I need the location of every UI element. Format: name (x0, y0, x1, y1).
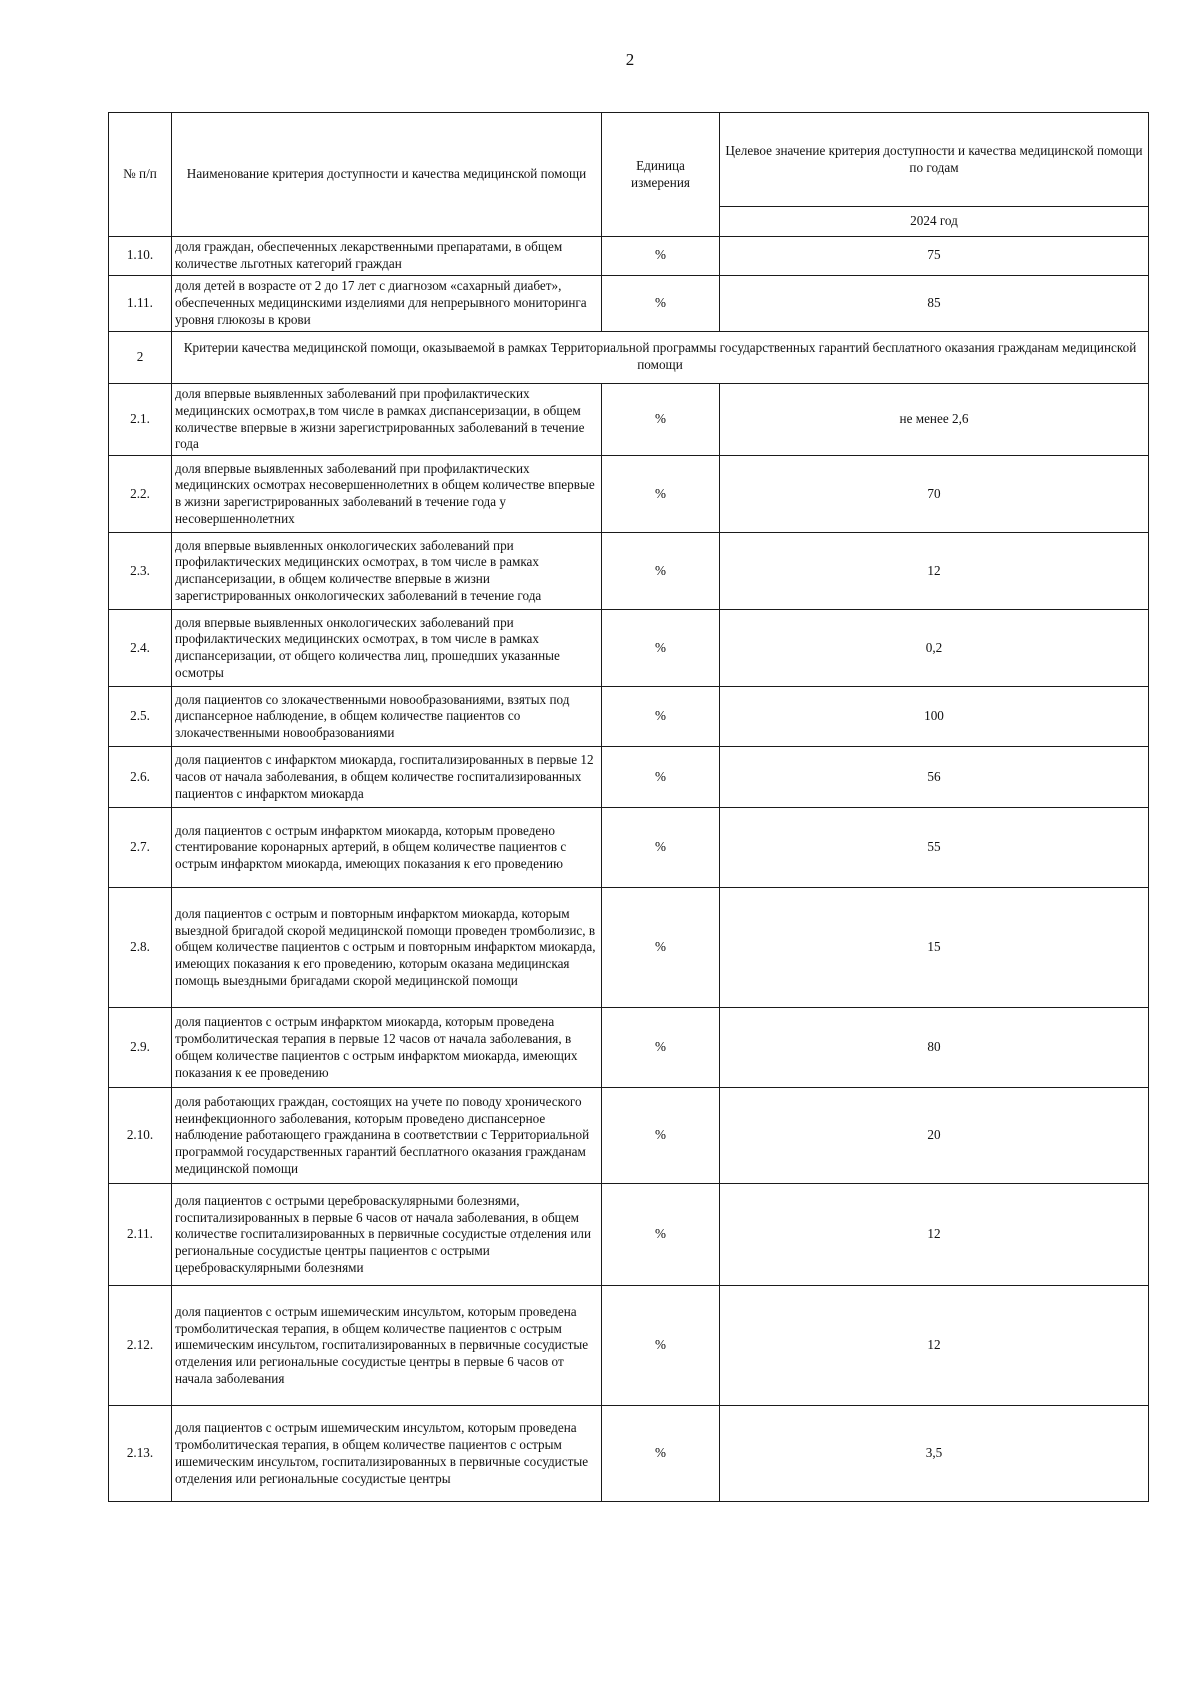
header-name: Наименование критерия доступности и качества медицинской помощи (172, 113, 602, 237)
row-value: 3,5 (720, 1406, 1149, 1502)
table-row (109, 888, 1149, 1008)
row-name: доля детей в возрасте от 2 до 17 лет с диагнозом «сахарный диабет», обеспеченных медицинскими изделиями для непрерывного мониторинга уровня глюкозы в крови (172, 275, 602, 331)
table-row (109, 456, 1149, 533)
table-row (109, 237, 1149, 276)
row-num: 2.5. (109, 687, 172, 747)
table-row (109, 275, 1149, 331)
row-unit: % (602, 1184, 720, 1286)
row-unit: % (602, 1286, 720, 1406)
header-num: № п/п (109, 113, 172, 237)
section-row (109, 331, 1149, 383)
table-row (109, 808, 1149, 888)
table-row (109, 383, 1149, 456)
row-unit: % (602, 456, 720, 533)
row-name: доля впервые выявленных онкологических заболеваний при профилактических медицинских осмотрах, в том числе в рамках диспансеризации, от общего количества лиц, прошедших указанные осмотры (172, 610, 602, 687)
row-value: 85 (720, 275, 1149, 331)
section-title: Критерии качества медицинской помощи, оказываемой в рамках Территориальной программы государственных гарантий бесплатного оказания гражданам медицинской помощи (172, 331, 1149, 383)
header-unit: Единица измерения (602, 113, 720, 237)
row-num: 2.4. (109, 610, 172, 687)
row-value: 100 (720, 687, 1149, 747)
row-unit: % (602, 237, 720, 276)
row-unit: % (602, 275, 720, 331)
row-num: 2.6. (109, 747, 172, 808)
row-unit: % (602, 1406, 720, 1502)
table-row (109, 687, 1149, 747)
row-name: доля пациентов с острым инфарктом миокарда, которым проведено стентирование коронарных артерий, в общем количестве пациентов с острым инфарктом миокарда, имеющих показания к его проведению (172, 808, 602, 888)
row-num: 2.2. (109, 456, 172, 533)
row-unit: % (602, 1088, 720, 1184)
row-value: 12 (720, 533, 1149, 610)
table-row (109, 610, 1149, 687)
row-name: доля пациентов с острыми цереброваскулярными болезнями, госпитализированных в первые 6 часов от начала заболевания, в общем количестве госпитализированных в первичные сосудистые отделения или региональные сосудистые центры пациентов с острыми цереброваскулярными болезнями (172, 1184, 602, 1286)
row-value: 55 (720, 808, 1149, 888)
row-name: доля впервые выявленных онкологических заболеваний при профилактических медицинских осмотрах, в том числе в рамках диспансеризации, в общем количестве впервые в жизни зарегистрированных онкологических заболеваний в течение года (172, 533, 602, 610)
section-num: 2 (109, 331, 172, 383)
table-row (109, 1088, 1149, 1184)
row-value: 15 (720, 888, 1149, 1008)
row-value: 70 (720, 456, 1149, 533)
row-value: 12 (720, 1184, 1149, 1286)
table-row (109, 533, 1149, 610)
row-num: 2.13. (109, 1406, 172, 1502)
row-value: 0,2 (720, 610, 1149, 687)
row-value: не менее 2,6 (720, 383, 1149, 456)
row-name: доля пациентов с острым ишемическим инсультом, которым проведена тромболитическая терапия, в общем количестве пациентов с острым ишемическим инсультом, госпитализированных в первичные сосудистые отделения или региональные сосудистые центры (172, 1406, 602, 1502)
table-row (109, 1008, 1149, 1088)
row-unit: % (602, 888, 720, 1008)
row-name: доля впервые выявленных заболеваний при профилактических медицинских осмотрах несовершеннолетних в общем количестве впервые в жизни зарегистрированных заболеваний в течение года у несовершеннолетних (172, 456, 602, 533)
table-row (109, 1286, 1149, 1406)
row-unit: % (602, 533, 720, 610)
row-num: 2.10. (109, 1088, 172, 1184)
row-unit: % (602, 1008, 720, 1088)
row-value: 56 (720, 747, 1149, 808)
row-name: доля пациентов с инфарктом миокарда, госпитализированных в первые 12 часов от начала заболевания, в общем количестве госпитализированных пациентов с инфарктом миокарда (172, 747, 602, 808)
table-row (109, 1406, 1149, 1502)
row-unit: % (602, 747, 720, 808)
row-name: доля пациентов с острым и повторным инфарктом миокарда, которым выездной бригадой скорой медицинской помощи проведен тромболизис, в общем количестве пациентов с острым и повторным инфарктом миокарда, имеющих показания к его проведению, которым оказана медицинская помощь выездными бригадами скорой медицинской помощи (172, 888, 602, 1008)
header-row (109, 113, 1149, 207)
row-value: 75 (720, 237, 1149, 276)
header-target: Целевое значение критерия доступности и качества медицинской помощи по годам (720, 113, 1149, 207)
row-name: доля пациентов с острым ишемическим инсультом, которым проведена тромболитическая терапия, в общем количестве пациентов с острым ишемическим инсультом, госпитализированных в первичные сосудистые отделения или региональные сосудистые центры в первые 6 часов от начала заболевания (172, 1286, 602, 1406)
page-number: 2 (625, 50, 635, 69)
table-row (109, 1184, 1149, 1286)
row-unit: % (602, 383, 720, 456)
row-num: 1.11. (109, 275, 172, 331)
row-unit: % (602, 610, 720, 687)
row-value: 20 (720, 1088, 1149, 1184)
row-num: 2.9. (109, 1008, 172, 1088)
row-num: 2.8. (109, 888, 172, 1008)
row-name: доля граждан, обеспеченных лекарственными препаратами, в общем количестве льготных категорий граждан (172, 237, 602, 276)
criteria-table (108, 112, 1149, 1502)
row-value: 80 (720, 1008, 1149, 1088)
row-unit: % (602, 808, 720, 888)
row-name: доля пациентов с острым инфарктом миокарда, которым проведена тромболитическая терапия в первые 12 часов от начала заболевания, в общем количестве пациентов с острым инфарктом миокарда, имеющих показания к ее проведению (172, 1008, 602, 1088)
row-name: доля работающих граждан, состоящих на учете по поводу хронического неинфекционного заболевания, которым проведено диспансерное наблюдение работающего гражданина в соответствии с Территориальной программой государственных гарантий бесплатного оказания гражданам медицинской помощи (172, 1088, 602, 1184)
row-num: 2.7. (109, 808, 172, 888)
row-num: 2.11. (109, 1184, 172, 1286)
row-unit: % (602, 687, 720, 747)
row-num: 2.12. (109, 1286, 172, 1406)
row-num: 1.10. (109, 237, 172, 276)
header-year: 2024 год (720, 207, 1149, 237)
row-name: доля пациентов со злокачественными новообразованиями, взятых под диспансерное наблюдение, в общем количестве пациентов со злокачественными новообразованиями (172, 687, 602, 747)
row-num: 2.3. (109, 533, 172, 610)
row-value: 12 (720, 1286, 1149, 1406)
row-num: 2.1. (109, 383, 172, 456)
table-row (109, 747, 1149, 808)
row-name: доля впервые выявленных заболеваний при профилактических медицинских осмотрах,в том числе в рамках диспансеризации, в общем количестве впервые в жизни зарегистрированных заболеваний в течение года (172, 383, 602, 456)
